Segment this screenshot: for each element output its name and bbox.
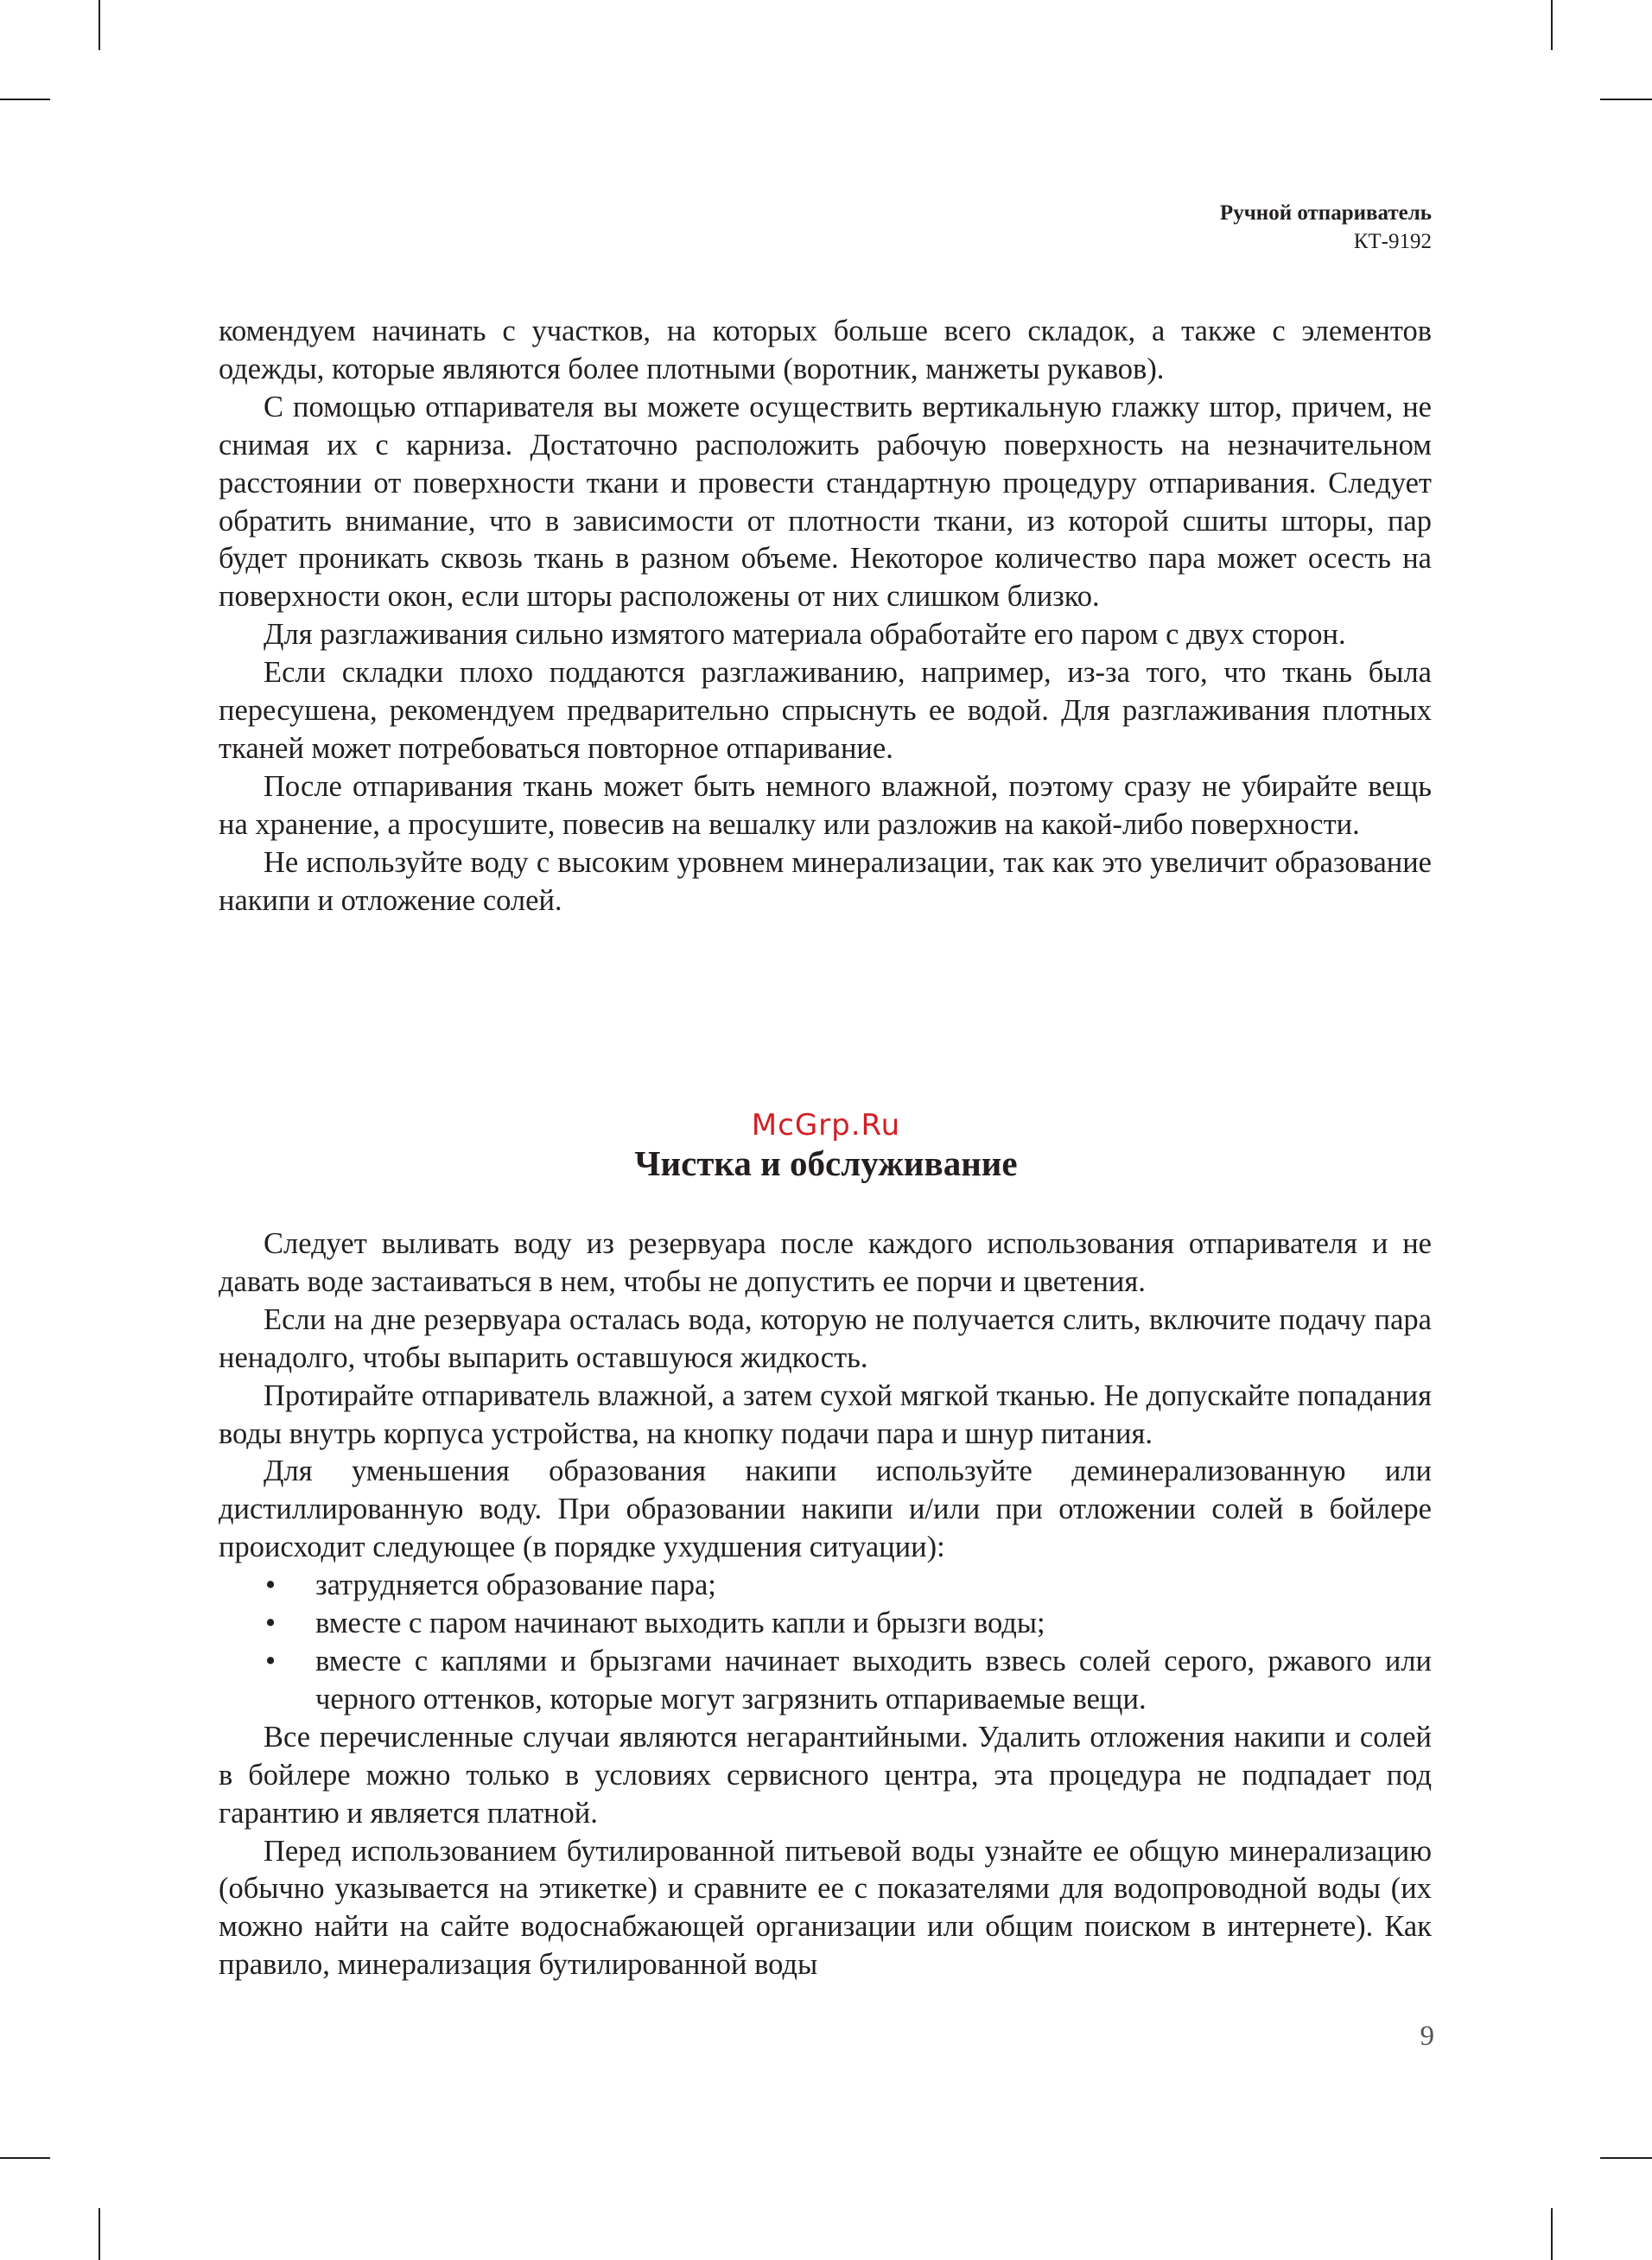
paragraph: Для уменьшения образования накипи используйте деминерализованную или дистиллированную воду. При образовании накипи и/или при отложении солей в бойлере происходит следующее (в порядке ухудшения ситуации): [219, 1455, 1432, 1564]
paragraph: Для разглаживания сильно измятого материала обработайте его паром с двух сторон. [264, 618, 1346, 652]
list-item-text: затрудняется образование пара; [315, 1569, 716, 1602]
crop-mark-top-right [1551, 0, 1553, 50]
crop-mark-top-left [98, 0, 100, 50]
list-item [219, 1643, 1432, 1719]
paragraph: Следует выливать воду из резервуара после каждого использования отпаривателя и не давать воде застаиваться в нем, чтобы не допустить ее порчи и цветения. [219, 1227, 1432, 1298]
crop-mark-bottom-right [1551, 2208, 1553, 2260]
bullet-icon: • [265, 1569, 276, 1602]
paragraph: Все перечисленные случаи являются негарантийными. Удалить отложения накипи и солей в бойлере можно только в условиях сервисного центра, эта процедура не подпадает под гарантию и является платной. [219, 1720, 1432, 1830]
crop-mark-right-top [1600, 99, 1652, 100]
paragraph: Если на дне резервуара осталась вода, которую не получается слить, включите подачу пара ненадолго, чтобы выпарить оставшуюся жидкость. [219, 1302, 1432, 1374]
running-header [1220, 199, 1432, 256]
intro-text [219, 313, 1432, 920]
bullet-icon: • [265, 1607, 276, 1640]
crop-mark-left-top [0, 99, 50, 100]
crop-mark-right-bottom [1600, 2157, 1652, 2159]
list-item-text: вместе с каплями и брызгами начинает выходить взвесь солей серого, ржавого или черного оттенков, которые могут загрязнить отпариваемые вещи. [315, 1644, 1432, 1716]
section-heading: Чистка и обслуживание [634, 1143, 1018, 1183]
paragraph: Перед использованием бутилированной питьевой воды узнайте ее общую минерализацию (обычно указывается на этикетке) и сравните ее с показателями для водопроводной воды (их можно найти на сайте водоснабжающей организации или общим поиском в интернете). Как правило, минерализация бутилированной воды [219, 1834, 1432, 1982]
crop-mark-bottom-left [98, 2208, 100, 2260]
bullet-list [219, 1567, 1432, 1719]
paragraph: Если складки плохо поддаются разглаживанию, например, из-за того, что ткань была пересушена, рекомендуем предварительно спрыснуть ее водой. Для разглаживания плотных тканей может потребоваться повторное отпаривание. [219, 656, 1432, 765]
product-title: Ручной отпариватель [1219, 201, 1432, 225]
paragraph: С помощью отпаривателя вы можете осуществить вертикальную глажку штор, причем, не снимая их с карниза. Достаточно расположить рабочую поверхность на незначительном расстоянии от поверхности ткани и провести стандартную процедуру отпаривания. Следует обратить внимание, что в зависимости от плотности ткани, из которой сшиты шторы, пар будет проникать сквозь ткань в разном объеме. Некоторое количество пара может осесть на поверхности окон, если шторы расположены от них слишком близко. [219, 390, 1432, 614]
list-item-text: вместе с паром начинают выходить капли и брызги воды; [315, 1607, 1045, 1640]
product-model: КТ-9192 [1353, 230, 1432, 253]
paragraph: После отпаривания ткань может быть немного влажной, поэтому сразу не убирайте вещь на хранение, а просушите, повесив на вешалку или разложив на какой-либо поверхности. [219, 769, 1432, 841]
list-item [219, 1605, 1432, 1643]
paragraph: Не используйте воду с высоким уровнем минерализации, так как это увеличит образование накипи и отложение солей. [219, 845, 1432, 917]
list-item [219, 1567, 1432, 1605]
crop-mark-left-bottom [0, 2157, 50, 2159]
paragraph: комендуем начинать с участков, на которых больше всего складок, а также с элементов одежды, которые являются более плотными (воротник, манжеты рукавов). [219, 315, 1432, 385]
watermark: McGrp.Ru [751, 1108, 901, 1143]
bullet-icon: • [265, 1644, 276, 1677]
section-text [219, 1225, 1432, 1984]
page-number: 9 [1420, 2021, 1434, 2052]
paragraph: Протирайте отпариватель влажной, а затем сухой мягкой тканью. Не допускайте попадания воды внутрь корпуса устройства, на кнопку подачи пара и шнур питания. [219, 1378, 1432, 1450]
